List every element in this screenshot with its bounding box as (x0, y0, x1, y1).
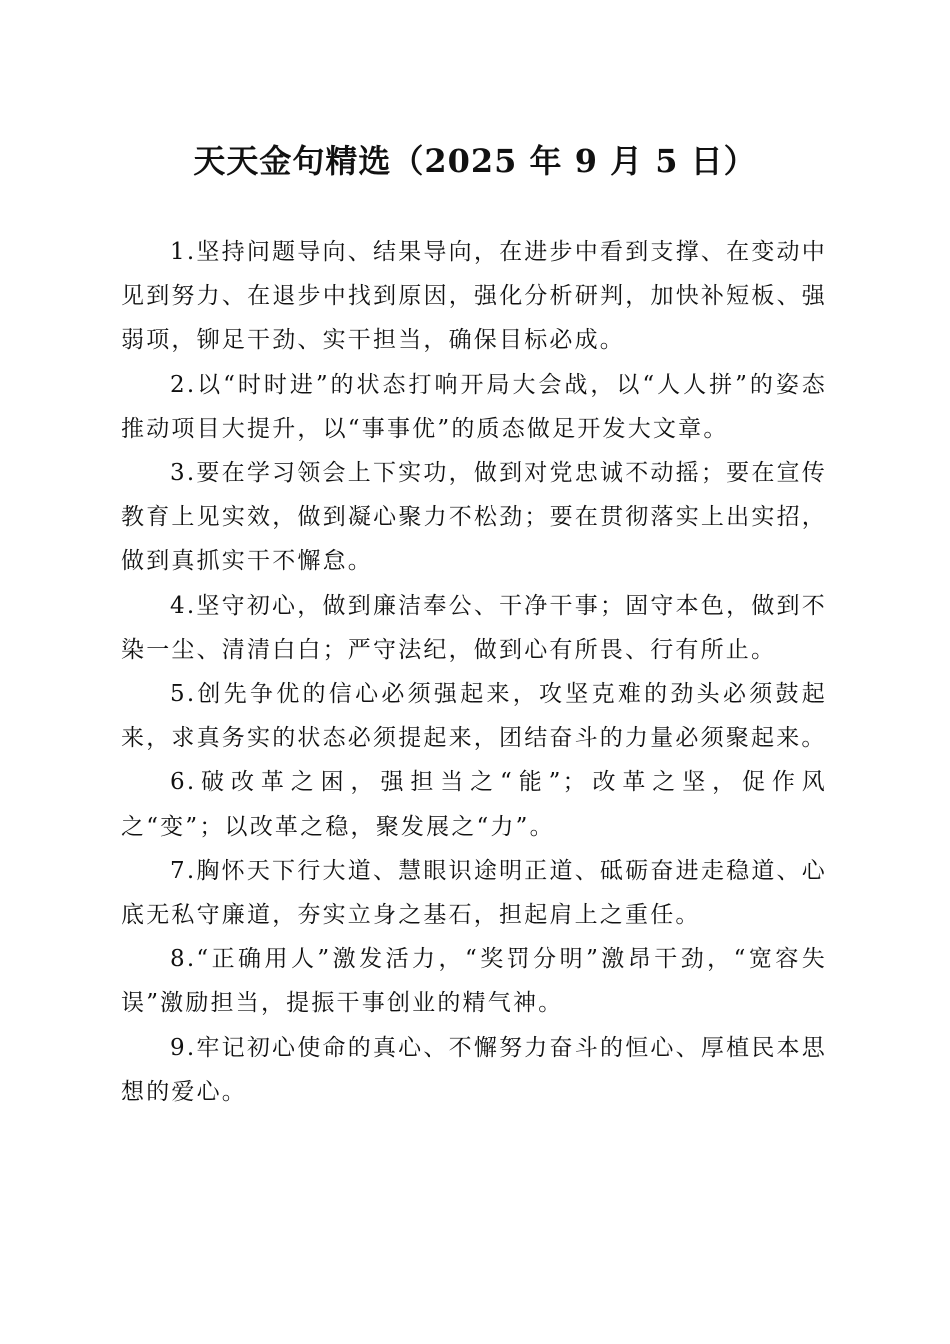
paragraph-6: 6.破改革之困，强担当之“能”；改革之坚，促作风之“变”；以改革之稳，聚发展之“力”。 (121, 769, 827, 840)
paragraph-7: 7.胸怀天下行大道、慧眼识途明正道、砥砺奋进走稳道、心底无私守廉道，夯实立身之基石，担起肩上之重任。 (121, 857, 827, 929)
document-title: 天天金句精选（2025 年 9 月 5 日） (193, 142, 757, 180)
document-body (121, 230, 827, 1114)
paragraph-2: 2.以“时时进”的状态打响开局大会战，以“人人拼”的姿态推动项目大提升，以“事事优”的质态做足开发大文章。 (121, 371, 827, 442)
paragraph-4: 4.坚守初心，做到廉洁奉公、干净干事；固守本色，做到不染一尘、清清白白；严守法纪，做到心有所畏、行有所止。 (121, 592, 827, 663)
paragraph-9: 9.牢记初心使命的真心、不懈努力奋斗的恒心、厚植民本思想的爱心。 (121, 1034, 827, 1105)
paragraph-5: 5.创先争优的信心必须强起来，攻坚克难的劲头必须鼓起来，求真务实的状态必须提起来，团结奋斗的力量必须聚起来。 (121, 681, 827, 752)
paragraph-1: 1.坚持问题导向、结果导向，在进步中看到支撑、在变动中见到努力、在退步中找到原因，强化分析研判，加快补短板、强弱项，铆足干劲、实干担当，确保目标必成。 (121, 239, 827, 354)
paragraph-8: 8.“正确用人”激发活力，“奖罚分明”激昂干劲，“宽容失误”激励担当，提振干事创业的精气神。 (121, 946, 827, 1017)
paragraph-3: 3.要在学习领会上下实功，做到对党忠诚不动摇；要在宣传教育上见实效，做到凝心聚力不松劲；要在贯彻落实上出实招，做到真抓实干不懈怠。 (121, 460, 827, 575)
